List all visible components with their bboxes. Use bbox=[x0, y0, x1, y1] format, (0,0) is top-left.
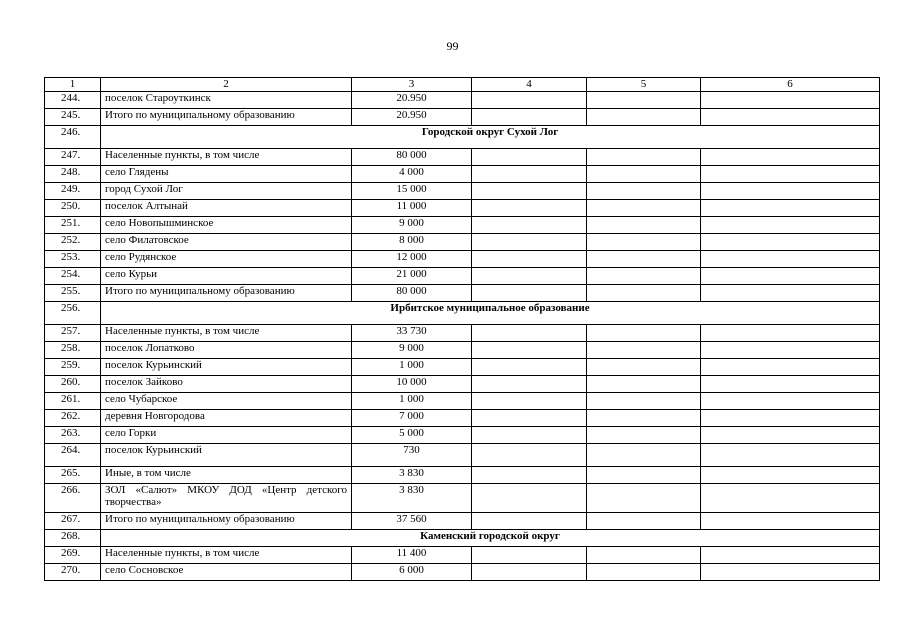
empty-cell-col4 bbox=[472, 183, 587, 200]
table-row bbox=[45, 166, 880, 183]
section-title-cell: Ирбитское муниципальное образование bbox=[101, 302, 880, 325]
row-number-cell: 255. bbox=[45, 285, 101, 302]
empty-cell-col4 bbox=[472, 234, 587, 251]
row-number-cell: 264. bbox=[45, 444, 101, 467]
row-number-cell: 270. bbox=[45, 564, 101, 581]
table-row bbox=[45, 444, 880, 467]
name-cell: деревня Новгородова bbox=[101, 410, 352, 427]
row-number-cell: 245. bbox=[45, 109, 101, 126]
name-cell: село Глядены bbox=[101, 166, 352, 183]
table-row bbox=[45, 92, 880, 109]
row-number-cell: 261. bbox=[45, 393, 101, 410]
row-number-cell: 267. bbox=[45, 513, 101, 530]
empty-cell-col5 bbox=[587, 410, 701, 427]
empty-cell-col6 bbox=[701, 183, 880, 200]
value-cell: 37 560 bbox=[352, 513, 472, 530]
name-cell: поселок Курьинский bbox=[101, 444, 352, 467]
empty-cell-col6 bbox=[701, 484, 880, 513]
name-cell: Населенные пункты, в том числе bbox=[101, 325, 352, 342]
empty-cell-col6 bbox=[701, 251, 880, 268]
empty-cell-col4 bbox=[472, 200, 587, 217]
empty-cell-col4 bbox=[472, 342, 587, 359]
empty-cell-col5 bbox=[587, 325, 701, 342]
value-cell: 80 000 bbox=[352, 149, 472, 166]
table-row bbox=[45, 234, 880, 251]
empty-cell-col5 bbox=[587, 342, 701, 359]
empty-cell-col6 bbox=[701, 217, 880, 234]
name-cell: Итого по муниципальному образованию bbox=[101, 109, 352, 126]
empty-cell-col4 bbox=[472, 251, 587, 268]
empty-cell-col6 bbox=[701, 393, 880, 410]
table-header-row bbox=[45, 78, 880, 92]
empty-cell-col4 bbox=[472, 410, 587, 427]
empty-cell-col5 bbox=[587, 149, 701, 166]
empty-cell-col4 bbox=[472, 285, 587, 302]
row-number-cell: 254. bbox=[45, 268, 101, 285]
empty-cell-col4 bbox=[472, 92, 587, 109]
table-row bbox=[45, 149, 880, 166]
value-cell: 33 730 bbox=[352, 325, 472, 342]
empty-cell-col4 bbox=[472, 325, 587, 342]
empty-cell-col6 bbox=[701, 547, 880, 564]
table-row bbox=[45, 217, 880, 234]
empty-cell-col6 bbox=[701, 285, 880, 302]
name-cell: село Горки bbox=[101, 427, 352, 444]
value-cell: 4 000 bbox=[352, 166, 472, 183]
row-number-cell: 256. bbox=[45, 302, 101, 325]
table-row bbox=[45, 564, 880, 581]
value-cell: 8 000 bbox=[352, 234, 472, 251]
table-row bbox=[45, 325, 880, 342]
row-number-cell: 250. bbox=[45, 200, 101, 217]
empty-cell-col5 bbox=[587, 564, 701, 581]
name-cell: Итого по муниципальному образованию bbox=[101, 285, 352, 302]
row-number-cell: 268. bbox=[45, 530, 101, 547]
empty-cell-col6 bbox=[701, 92, 880, 109]
row-number-cell: 260. bbox=[45, 376, 101, 393]
value-cell: 5 000 bbox=[352, 427, 472, 444]
table-row bbox=[45, 183, 880, 200]
name-cell: Иные, в том числе bbox=[101, 467, 352, 484]
empty-cell-col6 bbox=[701, 200, 880, 217]
name-cell: село Чубарское bbox=[101, 393, 352, 410]
empty-cell-col4 bbox=[472, 217, 587, 234]
table-row bbox=[45, 410, 880, 427]
empty-cell-col5 bbox=[587, 285, 701, 302]
empty-cell-col5 bbox=[587, 444, 701, 467]
value-cell: 10 000 bbox=[352, 376, 472, 393]
row-number-cell: 244. bbox=[45, 92, 101, 109]
empty-cell-col4 bbox=[472, 376, 587, 393]
section-row bbox=[45, 530, 880, 547]
empty-cell-col4 bbox=[472, 547, 587, 564]
empty-cell-col6 bbox=[701, 467, 880, 484]
section-row bbox=[45, 126, 880, 149]
empty-cell-col4 bbox=[472, 109, 587, 126]
empty-cell-col5 bbox=[587, 376, 701, 393]
empty-cell-col4 bbox=[472, 444, 587, 467]
section-title-cell: Городской округ Сухой Лог bbox=[101, 126, 880, 149]
empty-cell-col4 bbox=[472, 359, 587, 376]
name-cell: поселок Алтынай bbox=[101, 200, 352, 217]
empty-cell-col6 bbox=[701, 342, 880, 359]
row-number-cell: 247. bbox=[45, 149, 101, 166]
empty-cell-col6 bbox=[701, 109, 880, 126]
name-cell: Населенные пункты, в том числе bbox=[101, 149, 352, 166]
value-cell: 1 000 bbox=[352, 393, 472, 410]
page-number: 99 bbox=[446, 39, 459, 53]
name-cell: село Рудянское bbox=[101, 251, 352, 268]
empty-cell-col6 bbox=[701, 268, 880, 285]
empty-cell-col5 bbox=[587, 427, 701, 444]
empty-cell-col6 bbox=[701, 564, 880, 581]
row-number-cell: 257. bbox=[45, 325, 101, 342]
row-number-cell: 262. bbox=[45, 410, 101, 427]
row-number-cell: 246. bbox=[45, 126, 101, 149]
empty-cell-col5 bbox=[587, 251, 701, 268]
empty-cell-col5 bbox=[587, 217, 701, 234]
value-cell: 6 000 bbox=[352, 564, 472, 581]
row-number-cell: 263. bbox=[45, 427, 101, 444]
empty-cell-col5 bbox=[587, 92, 701, 109]
name-cell: село Филатовское bbox=[101, 234, 352, 251]
empty-cell-col5 bbox=[587, 268, 701, 285]
empty-cell-col4 bbox=[472, 393, 587, 410]
empty-cell-col6 bbox=[701, 359, 880, 376]
empty-cell-col4 bbox=[472, 166, 587, 183]
name-cell: село Курьи bbox=[101, 268, 352, 285]
name-cell: город Сухой Лог bbox=[101, 183, 352, 200]
value-cell: 80 000 bbox=[352, 285, 472, 302]
empty-cell-col6 bbox=[701, 444, 880, 467]
empty-cell-col4 bbox=[472, 427, 587, 444]
name-cell: Итого по муниципальному образованию bbox=[101, 513, 352, 530]
row-number-cell: 266. bbox=[45, 484, 101, 513]
row-number-cell: 252. bbox=[45, 234, 101, 251]
value-cell: 1 000 bbox=[352, 359, 472, 376]
empty-cell-col6 bbox=[701, 513, 880, 530]
row-number-cell: 249. bbox=[45, 183, 101, 200]
empty-cell-col5 bbox=[587, 200, 701, 217]
empty-cell-col6 bbox=[701, 149, 880, 166]
empty-cell-col4 bbox=[472, 467, 587, 484]
section-row bbox=[45, 302, 880, 325]
empty-cell-col6 bbox=[701, 325, 880, 342]
row-number-cell: 265. bbox=[45, 467, 101, 484]
value-cell: 3 830 bbox=[352, 467, 472, 484]
table-body bbox=[45, 78, 880, 581]
empty-cell-col5 bbox=[587, 513, 701, 530]
empty-cell-col5 bbox=[587, 183, 701, 200]
empty-cell-col5 bbox=[587, 484, 701, 513]
table-row bbox=[45, 547, 880, 564]
row-number-cell: 258. bbox=[45, 342, 101, 359]
table-row bbox=[45, 285, 880, 302]
value-cell: 11 000 bbox=[352, 200, 472, 217]
value-cell: 12 000 bbox=[352, 251, 472, 268]
empty-cell-col4 bbox=[472, 564, 587, 581]
empty-cell-col4 bbox=[472, 149, 587, 166]
row-number-cell: 253. bbox=[45, 251, 101, 268]
table-row bbox=[45, 427, 880, 444]
value-cell: 9 000 bbox=[352, 342, 472, 359]
row-number-cell: 251. bbox=[45, 217, 101, 234]
empty-cell-col4 bbox=[472, 513, 587, 530]
table-row bbox=[45, 200, 880, 217]
empty-cell-col6 bbox=[701, 234, 880, 251]
name-cell: село Новопышминское bbox=[101, 217, 352, 234]
header-cell: 4 bbox=[472, 78, 587, 92]
table-row bbox=[45, 342, 880, 359]
empty-cell-col5 bbox=[587, 359, 701, 376]
empty-cell-col5 bbox=[587, 109, 701, 126]
empty-cell-col5 bbox=[587, 234, 701, 251]
table-row bbox=[45, 393, 880, 410]
name-cell: поселок Курьинский bbox=[101, 359, 352, 376]
empty-cell-col6 bbox=[701, 376, 880, 393]
header-cell: 5 bbox=[587, 78, 701, 92]
empty-cell-col6 bbox=[701, 427, 880, 444]
table-row bbox=[45, 268, 880, 285]
value-cell: 7 000 bbox=[352, 410, 472, 427]
table-row bbox=[45, 376, 880, 393]
table-row bbox=[45, 251, 880, 268]
name-cell: поселок Староуткинск bbox=[101, 92, 352, 109]
table-row bbox=[45, 359, 880, 376]
name-cell: поселок Лопатково bbox=[101, 342, 352, 359]
value-cell: 9 000 bbox=[352, 217, 472, 234]
empty-cell-col6 bbox=[701, 410, 880, 427]
name-cell: село Сосновское bbox=[101, 564, 352, 581]
empty-cell-col4 bbox=[472, 484, 587, 513]
value-cell: 730 bbox=[352, 444, 472, 467]
row-number-cell: 248. bbox=[45, 166, 101, 183]
value-cell: 3 830 bbox=[352, 484, 472, 513]
table-row bbox=[45, 109, 880, 126]
name-cell: поселок Зайково bbox=[101, 376, 352, 393]
header-cell: 6 bbox=[701, 78, 880, 92]
name-cell: ЗОЛ «Салют» МКОУ ДОД «Центр детского творчества» bbox=[101, 484, 352, 513]
table-row bbox=[45, 513, 880, 530]
section-title-cell: Каменский городской округ bbox=[101, 530, 880, 547]
header-cell: 2 bbox=[101, 78, 352, 92]
value-cell: 11 400 bbox=[352, 547, 472, 564]
name-cell: Населенные пункты, в том числе bbox=[101, 547, 352, 564]
row-number-cell: 269. bbox=[45, 547, 101, 564]
header-cell: 1 bbox=[45, 78, 101, 92]
header-cell: 3 bbox=[352, 78, 472, 92]
data-table bbox=[44, 77, 880, 581]
empty-cell-col5 bbox=[587, 467, 701, 484]
empty-cell-col5 bbox=[587, 393, 701, 410]
value-cell: 15 000 bbox=[352, 183, 472, 200]
table-row bbox=[45, 467, 880, 484]
empty-cell-col5 bbox=[587, 547, 701, 564]
empty-cell-col5 bbox=[587, 166, 701, 183]
value-cell: 20.950 bbox=[352, 92, 472, 109]
value-cell: 20.950 bbox=[352, 109, 472, 126]
table-row bbox=[45, 484, 880, 513]
empty-cell-col4 bbox=[472, 268, 587, 285]
empty-cell-col6 bbox=[701, 166, 880, 183]
value-cell: 21 000 bbox=[352, 268, 472, 285]
row-number-cell: 259. bbox=[45, 359, 101, 376]
